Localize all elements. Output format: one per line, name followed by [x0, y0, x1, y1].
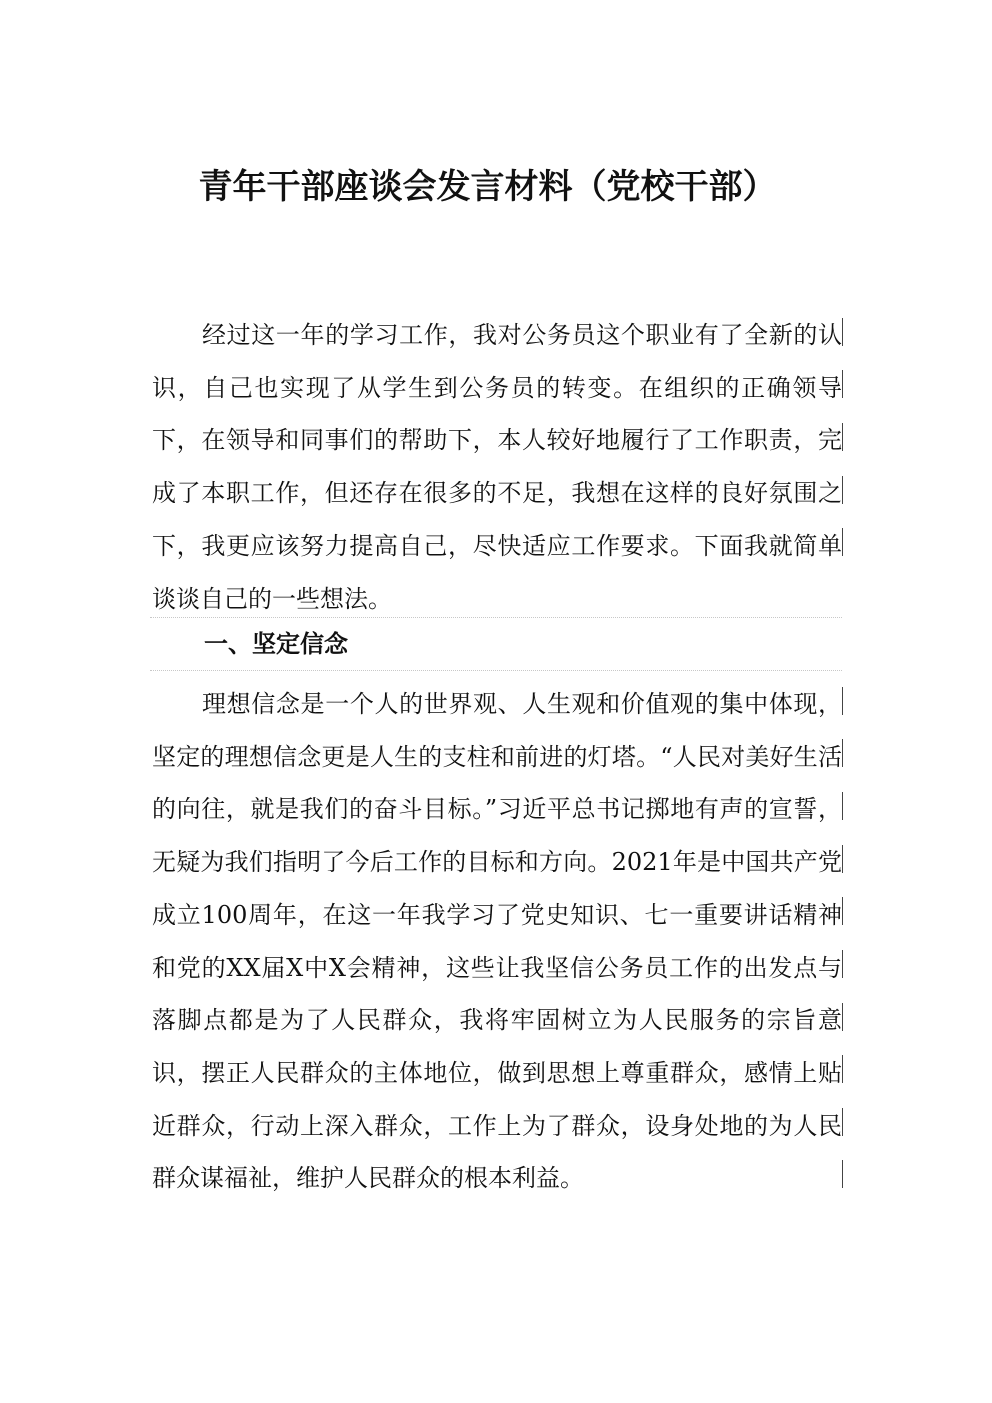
margin-mark: [842, 950, 843, 978]
margin-mark: [842, 687, 843, 715]
margin-mark: [842, 792, 843, 820]
margin-mark: [842, 318, 843, 346]
margin-mark: [842, 370, 843, 398]
margin-mark: [842, 845, 843, 873]
margin-mark: [842, 1003, 843, 1031]
guide-line-top: [150, 617, 842, 618]
margin-mark: [842, 1160, 843, 1188]
margin-mark: [842, 739, 843, 767]
guide-line-bottom: [150, 670, 842, 671]
margin-mark: [842, 528, 843, 556]
margin-mark: [842, 423, 843, 451]
section-heading: 一、坚定信念: [204, 630, 348, 658]
margin-mark: [842, 897, 843, 925]
margin-mark: [842, 1055, 843, 1083]
intro-paragraph: 经过这一年的学习工作，我对公务员这个职业有了全新的认识，自己也实现了从学生到公务员的转变。在组织的正确领导下，在领导和同事们的帮助下，本人较好地履行了工作职责，完成了本职工作，但还存在很多的不足，我想在这样的良好氛围之下，我更应该努力提高自己，尽快适应工作要求。下面我就简单谈谈自己的一些想法。: [152, 321, 842, 613]
document-title: 青年干部座谈会发言材料（党校干部）: [198, 167, 777, 207]
margin-mark: [842, 476, 843, 504]
section-paragraph: 理想信念是一个人的世界观、人生观和价值观的集中体现，坚定的理想信念更是人生的支柱和前进的灯塔。“人民对美好生活的向往，就是我们的奋斗目标。”习近平总书记掷地有声的宣誓，无疑为我们指明了今后工作的目标和方向。2021年是中国共产党成立100周年，在这一年我学习了党史知识、七一重要讲话精神和党的XX届X中X会精神，这些让我坚信公务员工作的出发点与落脚点都是为了人民群众，我将牢固树立为人民服务的宗旨意识，摆正人民群众的主体地位，做到思想上尊重群众，感情上贴近群众，行动上深入群众，工作上为了群众，设身处地的为人民群众谋福祉，维护人民群众的根本利益。: [152, 690, 842, 1193]
margin-mark: [842, 1108, 843, 1136]
